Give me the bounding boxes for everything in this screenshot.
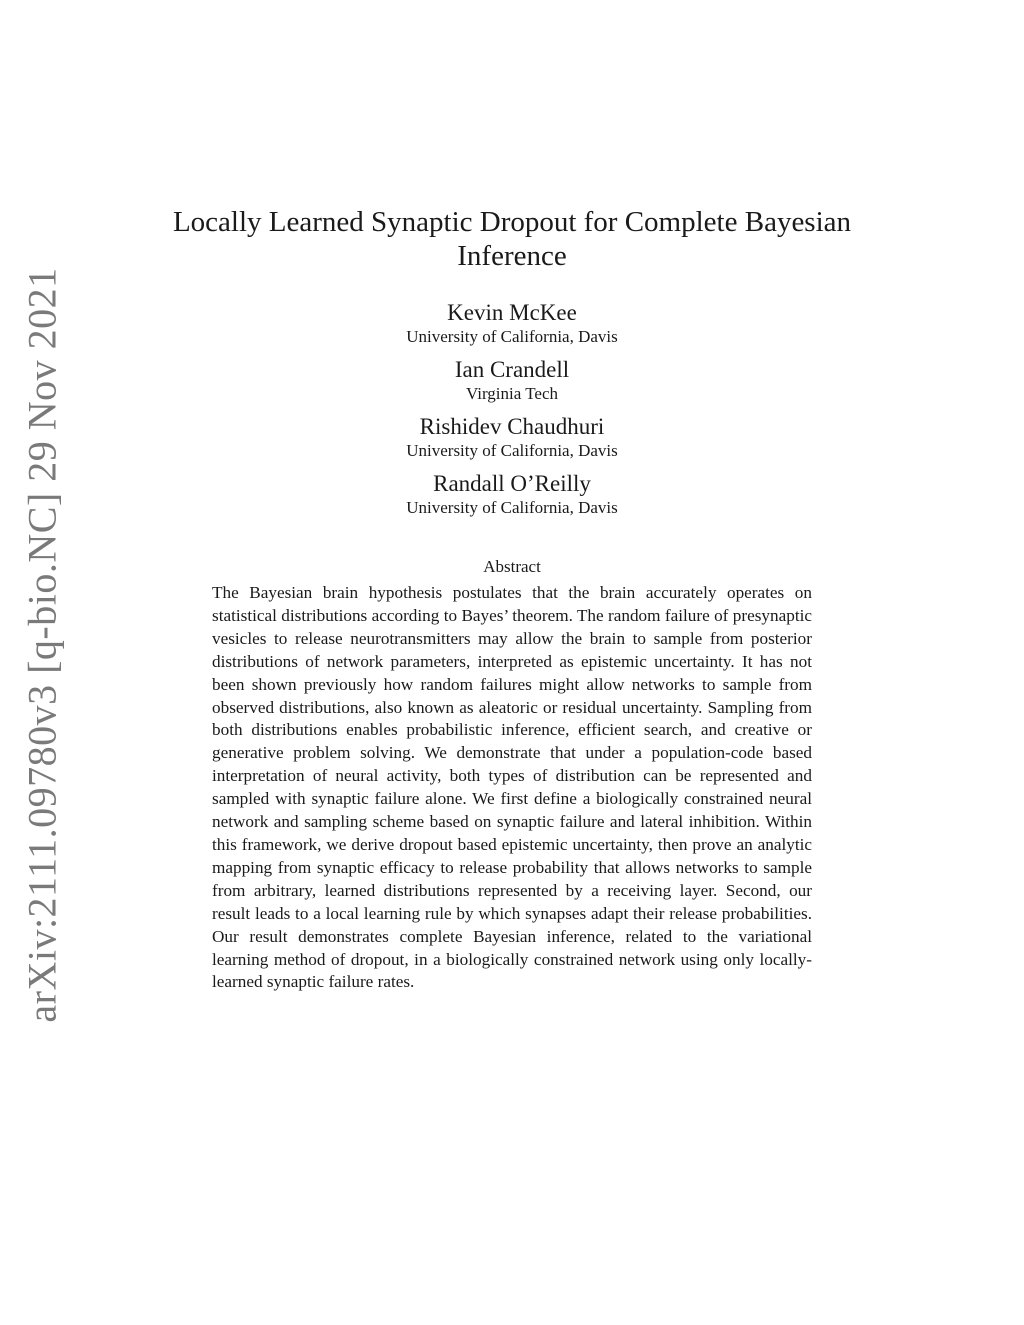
abstract-heading: Abstract — [483, 557, 541, 576]
author-name: Randall O’Reilly — [433, 471, 591, 496]
author-name: Rishidev Chaudhuri — [419, 414, 605, 439]
author-affiliation: University of California, Davis — [406, 498, 618, 517]
author-list — [260, 299, 764, 527]
paper-title: Locally Learned Synaptic Dropout for Complete Bayesian Inference — [172, 206, 852, 272]
author-block — [260, 470, 764, 527]
author-block — [260, 413, 764, 470]
author-affiliation: University of California, Davis — [406, 441, 618, 460]
author-block — [260, 356, 764, 413]
author-affiliation: Virginia Tech — [465, 384, 559, 403]
author-block — [260, 299, 764, 356]
arxiv-identifier-stamp: arXiv:2111.09780v3 [q-bio.NC] 29 Nov 2021 — [19, 267, 65, 1023]
author-name: Kevin McKee — [447, 300, 577, 325]
author-name: Ian Crandell — [454, 357, 570, 382]
abstract-text: The Bayesian brain hypothesis postulates that the brain accurately operates on statistical distributions according to Bayes’ theorem. The random failure of presynaptic vesicles to release neurotransmitters may allow the brain to sample from posterior distributions of network parameters, interpreted as epistemic uncertainty. It has not been shown previously how random failures might allow networks to sample from observed distributions, also known as aleatoric or residual uncertainty. Sampling from both distributions enables probabilistic inference, efficient search, and creative or generative problem solving. We demonstrate that under a population-code based interpretation of neural activity, both types of distribution can be represented and sampled with synaptic failure alone. We first define a biologically constrained neural network and sampling scheme based on synaptic failure and lateral inhibition. Within this framework, we derive dropout based epistemic uncertainty, then prove an analytic mapping from synaptic efficacy to release probability that allows networks to sample from arbitrary, learned distributions represented by a receiving layer. Second, our result leads to a local learning rule by which synapses adapt their release probabilities. Our result demonstrates complete Bayesian inference, related to the variational learning method of dropout, in a biologically constrained network using only locally-learned synaptic failure rates. — [212, 583, 812, 992]
author-affiliation: University of California, Davis — [406, 327, 618, 346]
